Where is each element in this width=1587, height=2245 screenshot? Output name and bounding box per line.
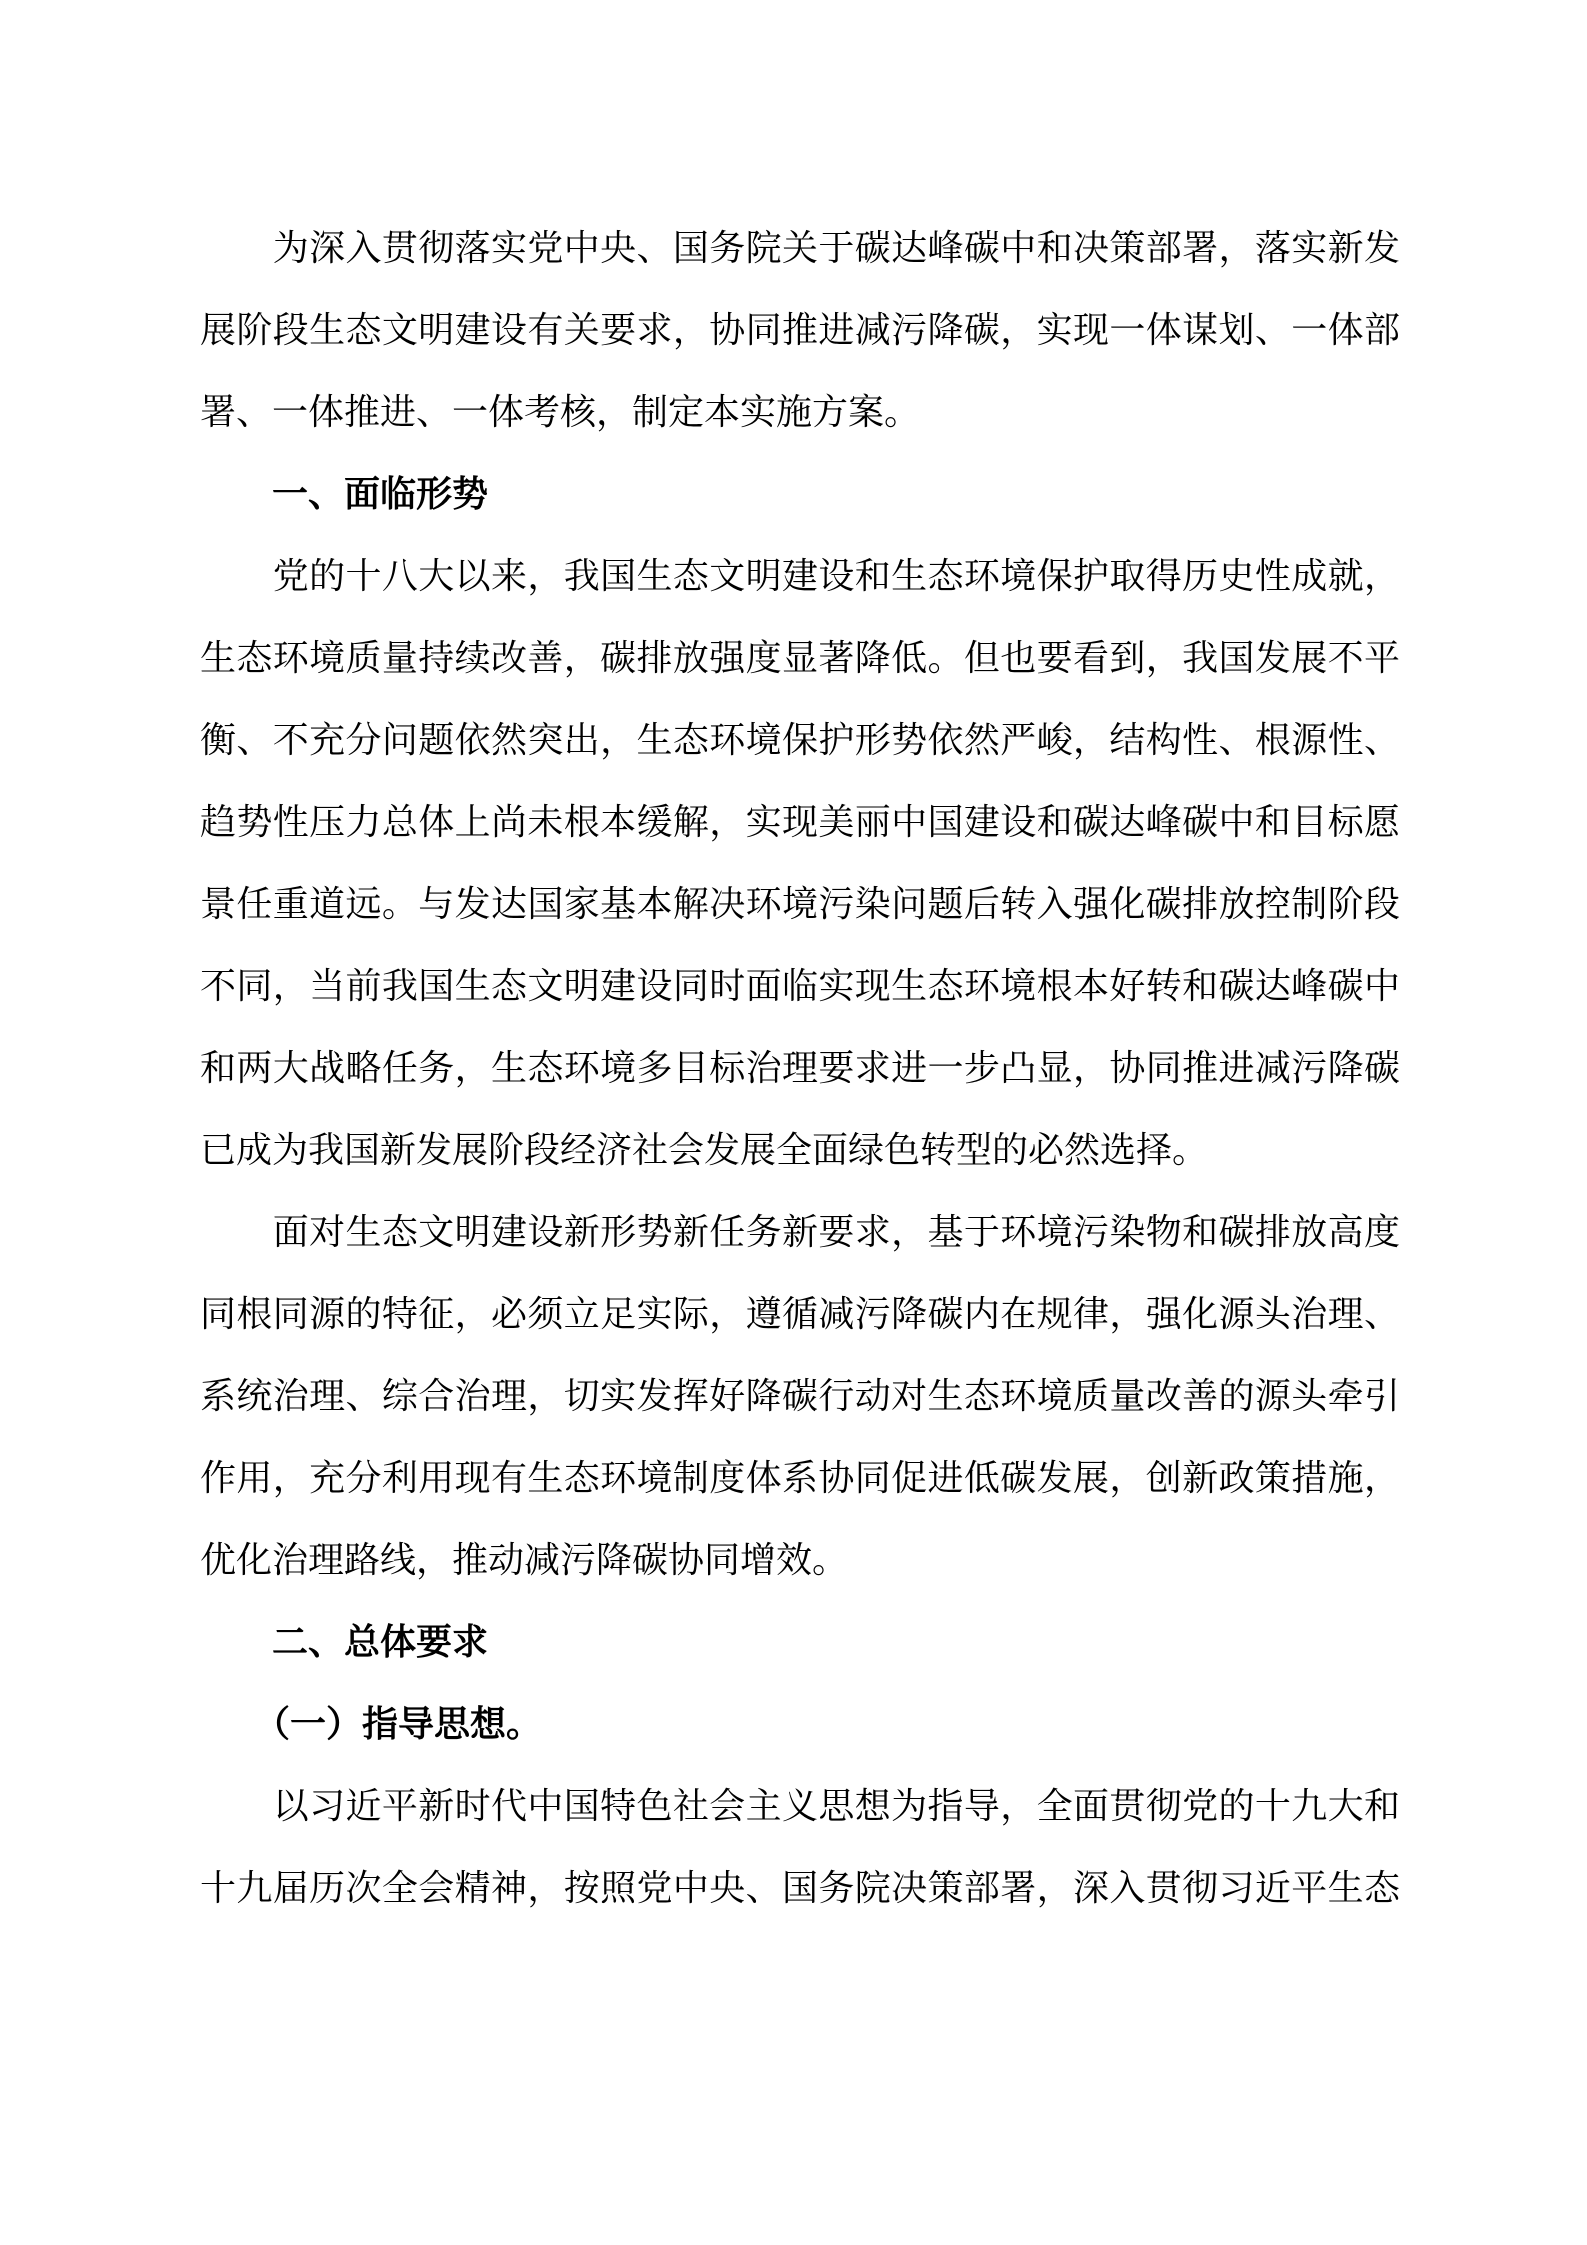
text-line: 十九届历次全会精神，按照党中央、国务院决策部署，深入贯彻习近平生态 xyxy=(200,1867,1400,1908)
text-line: 景任重道远。与发达国家基本解决环境污染问题后转入强化碳排放控制阶段 xyxy=(200,883,1400,924)
text-line: 和两大战略任务，生态环境多目标治理要求进一步凸显，协同推进减污降碳 xyxy=(200,1047,1400,1088)
document-body xyxy=(200,207,1400,1929)
text-line: 为深入贯彻落实党中央、国务院关于碳达峰碳中和决策部署，落实新发 xyxy=(200,227,1400,268)
text-line: 署、一体推进、一体考核，制定本实施方案。 xyxy=(200,391,921,432)
text-line: 作用，充分利用现有生态环境制度体系协同促进低碳发展，创新政策措施， xyxy=(200,1457,1400,1498)
paragraph xyxy=(200,1765,1400,1929)
section-heading xyxy=(200,453,1400,535)
text-line: 不同，当前我国生态文明建设同时面临实现生态环境根本好转和碳达峰碳中 xyxy=(200,965,1400,1006)
text-line: 生态环境质量持续改善，碳排放强度显著降低。但也要看到，我国发展不平 xyxy=(200,637,1400,678)
text-line: 趋势性压力总体上尚未根本缓解，实现美丽中国建设和碳达峰碳中和目标愿 xyxy=(200,801,1400,842)
text-line: 同根同源的特征，必须立足实际，遵循减污降碳内在规律，强化源头治理、 xyxy=(200,1293,1400,1334)
text-line: 衡、不充分问题依然突出，生态环境保护形势依然严峻，结构性、根源性、 xyxy=(200,719,1400,760)
text-line: 系统治理、综合治理，切实发挥好降碳行动对生态环境质量改善的源头牵引 xyxy=(200,1375,1400,1416)
heading-line: 二、总体要求 xyxy=(200,1621,489,1662)
paragraph xyxy=(200,1191,1400,1601)
heading-line: （一）指导思想。 xyxy=(200,1703,543,1744)
text-line: 优化治理路线，推动减污降碳协同增效。 xyxy=(200,1539,849,1580)
text-line: 党的十八大以来，我国生态文明建设和生态环境保护取得历史性成就， xyxy=(200,555,1400,596)
text-line: 面对生态文明建设新形势新任务新要求，基于环境污染物和碳排放高度 xyxy=(200,1211,1400,1252)
paragraph xyxy=(200,535,1400,1191)
text-line: 已成为我国新发展阶段经济社会发展全面绿色转型的必然选择。 xyxy=(200,1129,1209,1170)
section-heading xyxy=(200,1601,1400,1683)
heading-line: 一、面临形势 xyxy=(200,473,489,514)
text-line: 展阶段生态文明建设有关要求，协同推进减污降碳，实现一体谋划、一体部 xyxy=(200,309,1400,350)
text-line: 以习近平新时代中国特色社会主义思想为指导，全面贯彻党的十九大和 xyxy=(200,1785,1400,1826)
section-heading xyxy=(200,1683,1400,1765)
paragraph xyxy=(200,207,1400,453)
